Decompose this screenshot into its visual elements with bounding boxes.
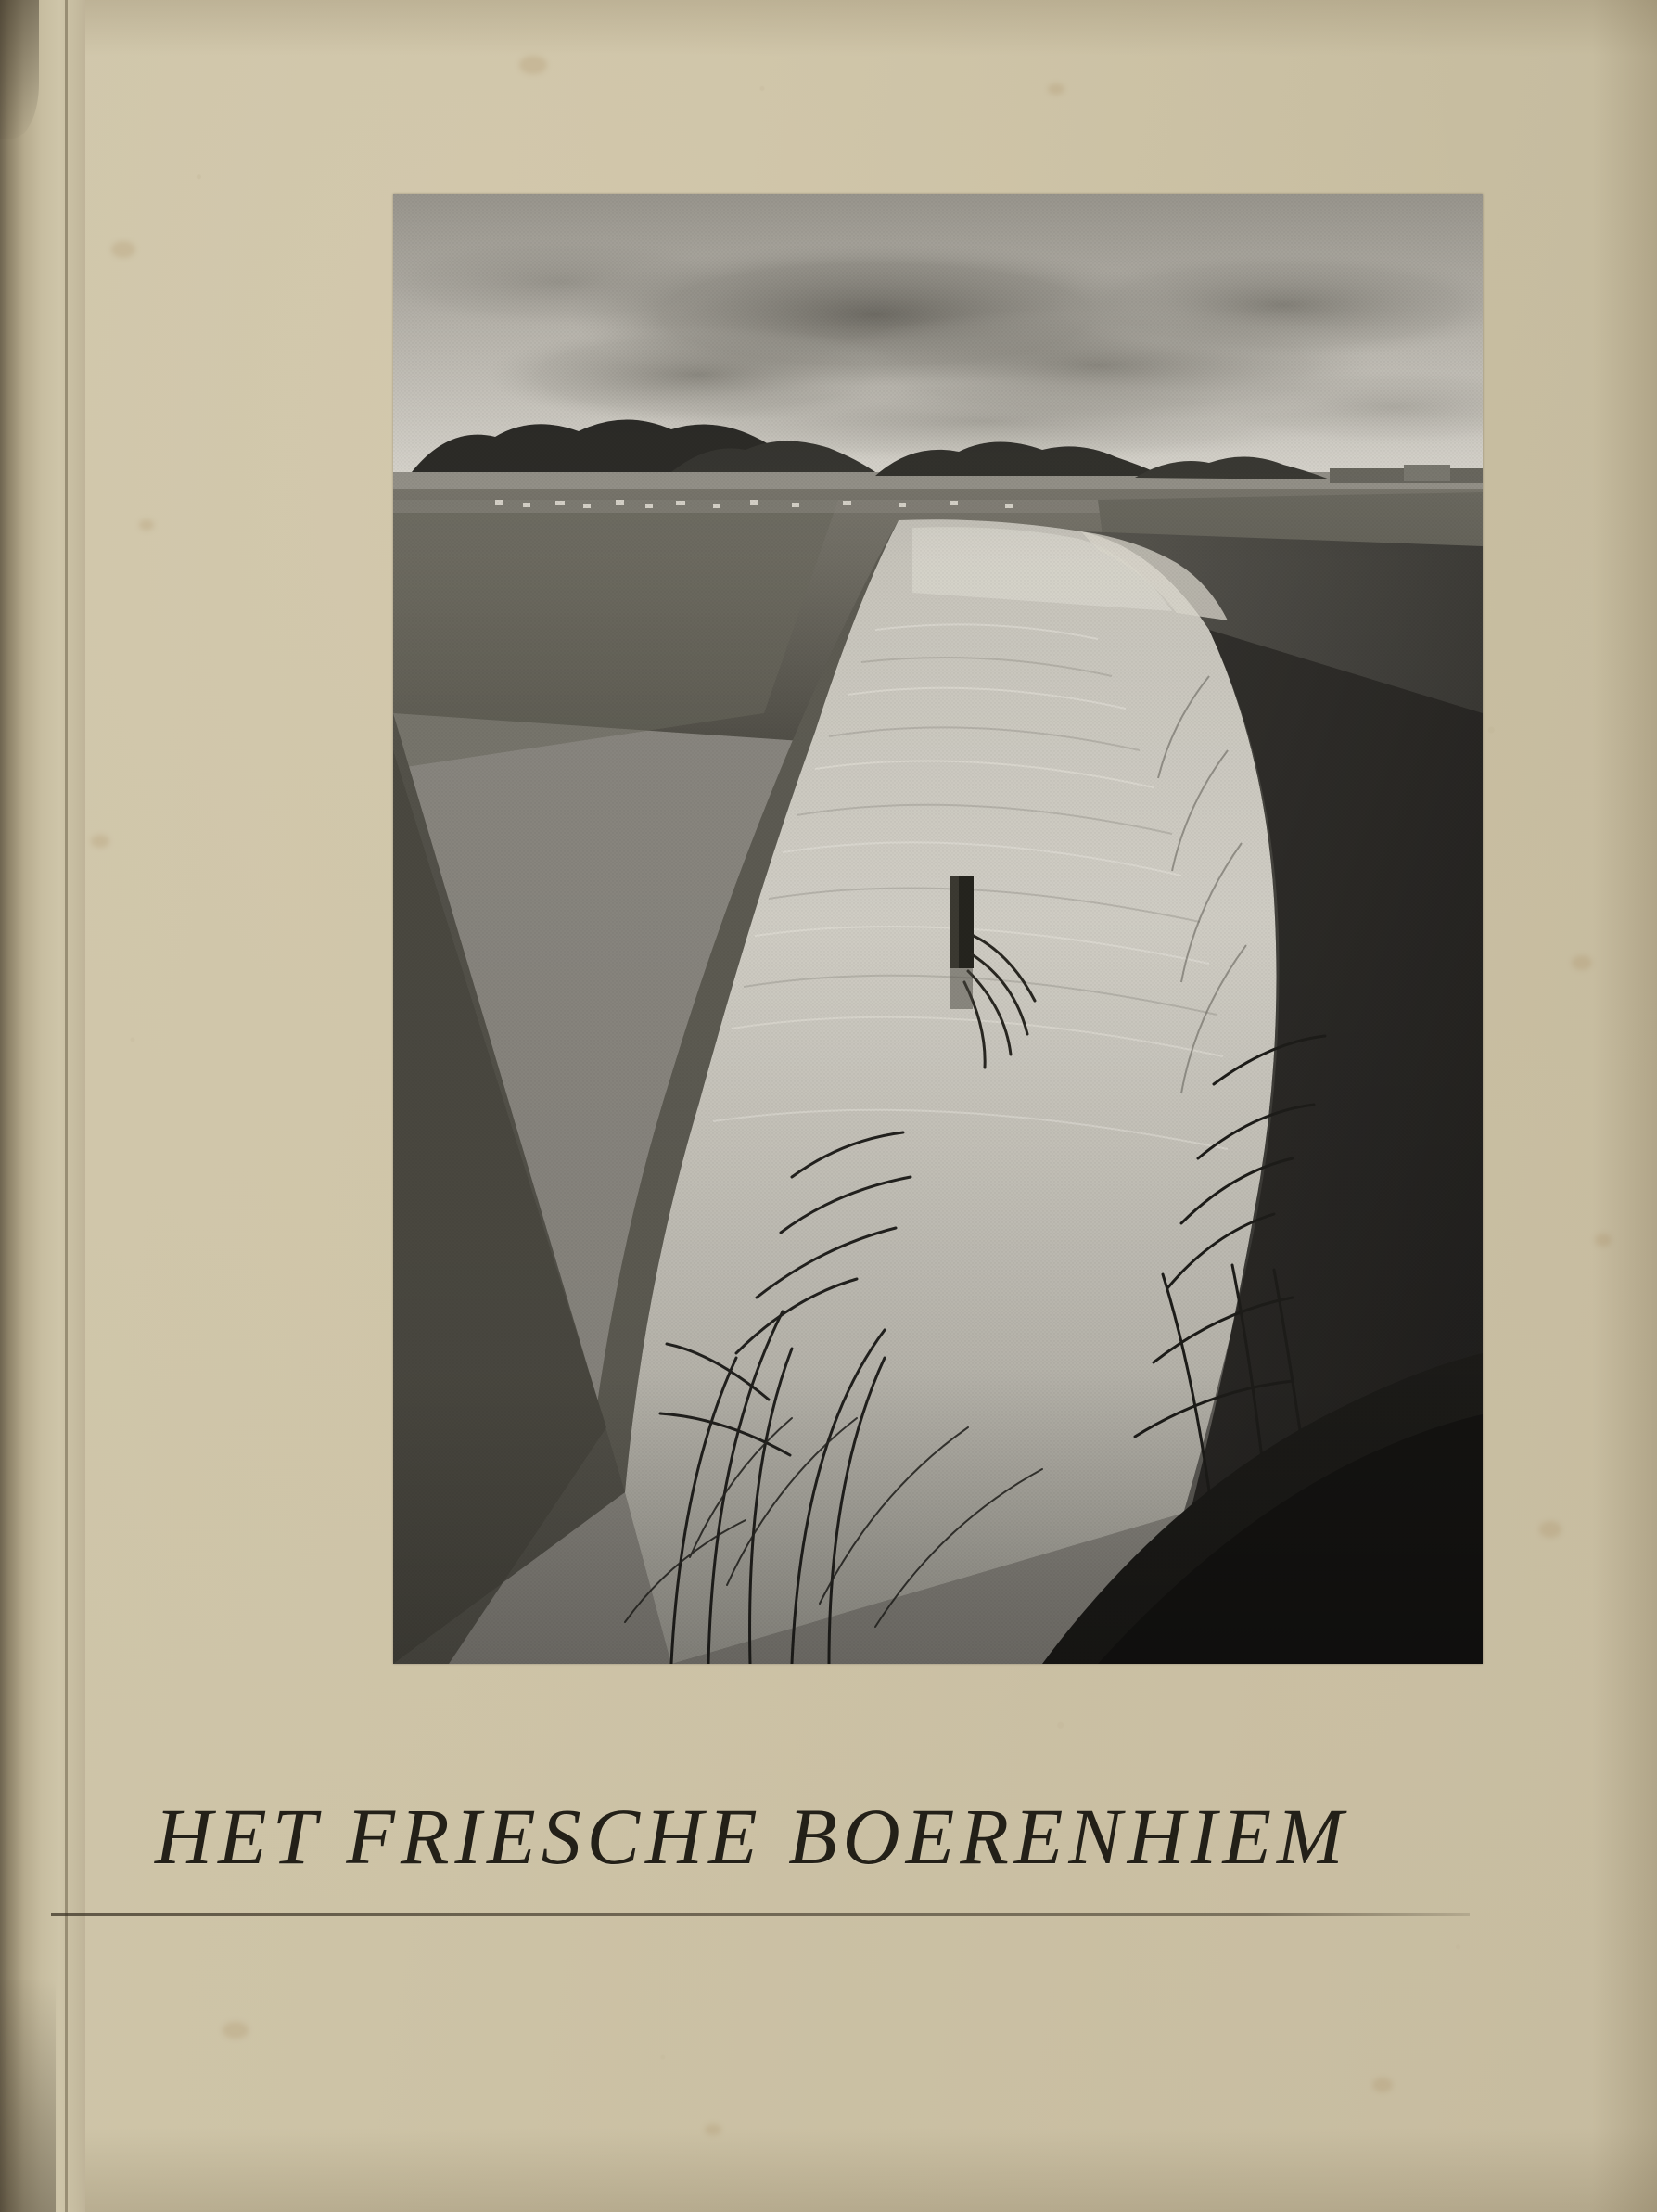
spine-wear-bottom <box>0 1980 56 2212</box>
book-title: HET FRIESCHE BOERENHIEM <box>155 1792 1349 1881</box>
foxing-spot <box>1539 1521 1561 1538</box>
top-edge-shadow <box>0 0 1657 56</box>
bottom-edge-shadow <box>0 2129 1657 2212</box>
spine-fold-line <box>65 0 68 2212</box>
cover-photogravure <box>393 194 1483 1664</box>
foxing-spot <box>91 835 109 848</box>
foxing-spot <box>1572 955 1592 970</box>
foxing-spot <box>1372 2078 1393 2092</box>
foxing-spot <box>139 519 154 531</box>
right-edge-shadow <box>1592 0 1657 2212</box>
title-underline-rule <box>51 1913 1470 1916</box>
foxing-spot <box>111 241 135 258</box>
foxing-spot <box>519 56 547 74</box>
book-spine <box>0 0 85 2212</box>
foxing-spot <box>1048 83 1064 95</box>
spine-wear-top <box>0 0 39 139</box>
cover-plate-frame <box>393 194 1483 1664</box>
cover-title-block <box>85 1790 1569 1883</box>
foxing-spot <box>223 2022 249 2039</box>
